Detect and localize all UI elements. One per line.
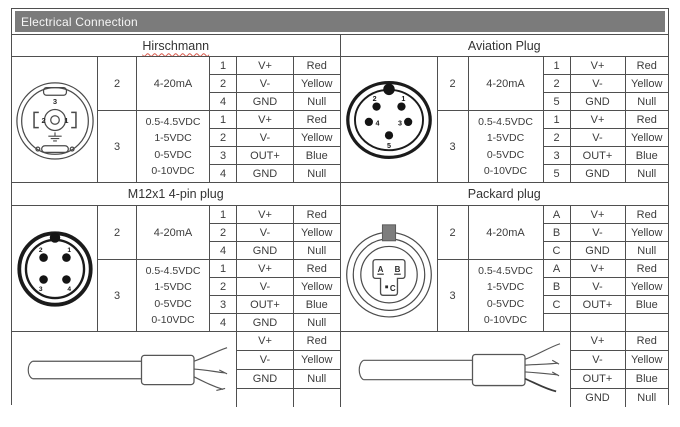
hirschmann-pin-2-label: 2: [40, 115, 46, 125]
function-cell: V+: [571, 260, 625, 277]
function-cell: GND: [571, 242, 625, 259]
function-cell: OUT+: [571, 147, 625, 164]
panel-title: Electrical Connection: [21, 14, 138, 29]
wire-color-cell: Yellow: [294, 75, 340, 92]
wire-color-cell: Yellow: [294, 129, 340, 146]
range-line: 0-5VDC: [154, 297, 192, 310]
pin-cell: 5: [544, 93, 570, 110]
wire-color-cell: Null: [294, 370, 340, 388]
function-cell: GND: [571, 389, 625, 407]
function-cell: V-: [237, 351, 293, 369]
wire-color-cell: Red: [294, 57, 340, 74]
wire-color-cell: Yellow: [626, 129, 669, 146]
range-cell: 4-20mA: [137, 206, 209, 259]
wire-color-cell: Red: [626, 260, 669, 277]
right-column: [341, 35, 669, 407]
pin-cell: 2: [210, 224, 236, 241]
section-title-aviation-text: Aviation Plug: [467, 38, 541, 53]
wire-color-cell: [626, 314, 669, 331]
range-line: 0-5VDC: [486, 148, 525, 161]
range-line: 0-10VDC: [483, 165, 528, 177]
wire-color-cell: Null: [294, 93, 340, 110]
range-line: 1-5VDC: [486, 132, 525, 144]
function-cell: V+: [237, 111, 293, 128]
function-cell: V-: [237, 278, 293, 295]
group-number-cell: 3: [438, 260, 468, 331]
range-line: 0.5-4.5VDC: [145, 264, 201, 277]
wire-color-cell: Red: [626, 57, 669, 74]
packard-pin-a-label: A: [377, 264, 383, 274]
range-line: 0-10VDC: [483, 314, 528, 326]
wire-color-cell: Yellow: [294, 278, 340, 295]
pin-cell: C: [544, 296, 570, 313]
section-title-aviation: [341, 35, 669, 56]
electrical-connection-panel: [11, 8, 669, 405]
pin-cell: 4: [210, 314, 236, 331]
range-line: 0-10VDC: [151, 165, 195, 177]
section-title-m12-text: M12x1 4-pin plug: [127, 187, 224, 201]
range-line: 0-5VDC: [154, 148, 192, 161]
function-cell: GND: [571, 165, 625, 182]
wire-color-cell: Yellow: [294, 224, 340, 241]
range-cell: [137, 111, 209, 182]
pin-cell: 5: [544, 165, 570, 182]
range-line: 0.5-4.5VDC: [478, 115, 533, 128]
cable-4-wire-drawing: [346, 335, 564, 405]
function-cell: V-: [237, 129, 293, 146]
pin-cell: A: [544, 206, 570, 223]
wire-color-cell: Blue: [626, 370, 669, 388]
wire-color-cell: Blue: [294, 296, 340, 313]
wire-color-cell: Blue: [626, 147, 669, 164]
function-cell: OUT+: [571, 370, 625, 388]
function-cell: V+: [571, 111, 625, 128]
wire-color-cell: Blue: [626, 296, 669, 313]
wire-color-cell: Red: [626, 111, 669, 128]
cable-3-wire-drawing: [15, 335, 233, 405]
aviation-pin-3-label: 3: [397, 118, 402, 127]
pin-cell: 4: [210, 93, 236, 110]
wire-color-cell: Yellow: [626, 75, 669, 92]
function-cell: GND: [571, 93, 625, 110]
hirschmann-pin-3-label: 3: [52, 96, 57, 106]
function-cell: GND: [237, 242, 293, 259]
aviation-plug-drawing: [343, 77, 435, 163]
m12-connector-icon: [12, 206, 97, 331]
function-cell: GND: [237, 93, 293, 110]
wire-color-cell: Red: [294, 260, 340, 277]
group-number-cell: 3: [98, 111, 136, 182]
wire-color-cell: Null: [626, 389, 669, 407]
pin-cell: B: [544, 224, 570, 241]
wire-color-cell: Null: [294, 314, 340, 331]
function-cell: V-: [571, 278, 625, 295]
pin-cell: 3: [210, 147, 236, 164]
group-number-cell: 2: [438, 57, 468, 110]
cable-3-wire-icon: [12, 332, 236, 407]
m12-pin-2-label: 2: [38, 246, 43, 254]
function-cell: V+: [237, 260, 293, 277]
panel-header: [15, 11, 665, 32]
group-number-cell: 2: [98, 57, 136, 110]
hirschmann-pin-1-label: 1: [63, 115, 69, 125]
pin-cell: 4: [210, 242, 236, 259]
function-cell: V-: [237, 224, 293, 241]
pin-cell: 1: [544, 111, 570, 128]
pin-cell: 1: [210, 57, 236, 74]
function-cell: OUT+: [237, 147, 293, 164]
function-cell: V-: [571, 351, 625, 369]
pin-cell: 1: [210, 206, 236, 223]
group-number-cell: 2: [438, 206, 468, 259]
pin-cell: 2: [544, 129, 570, 146]
function-cell: V+: [571, 57, 625, 74]
pin-cell: 2: [544, 75, 570, 92]
function-cell: V+: [571, 332, 625, 350]
aviation-pin-5-label: 5: [386, 141, 391, 150]
range-line: 0-10VDC: [151, 314, 195, 326]
pin-cell: A: [544, 260, 570, 277]
group-number-cell: 3: [98, 260, 136, 331]
section-title-m12: [12, 183, 340, 205]
function-cell: V-: [237, 75, 293, 92]
function-cell: GND: [237, 370, 293, 388]
function-cell: OUT+: [571, 296, 625, 313]
wire-color-cell: Blue: [294, 147, 340, 164]
wire-color-cell: Null: [626, 242, 669, 259]
aviation-pin-2-label: 2: [372, 94, 377, 103]
function-cell: [571, 314, 625, 331]
function-cell: V+: [571, 206, 625, 223]
pin-cell: 1: [210, 111, 236, 128]
packard-plug-icon: [341, 206, 437, 331]
range-cell: [469, 260, 543, 331]
wire-color-cell: Red: [626, 332, 669, 350]
range-cell: 4-20mA: [469, 57, 543, 110]
section-title-packard-text: Packard plug: [467, 187, 541, 201]
function-cell: OUT+: [237, 296, 293, 313]
function-cell: V+: [237, 206, 293, 223]
wire-color-cell: Red: [626, 206, 669, 223]
packard-pin-b-label: B: [394, 264, 400, 274]
hirschmann-connector-drawing: [15, 74, 95, 166]
range-cell: 4-20mA: [137, 57, 209, 110]
wire-color-cell: Null: [626, 93, 669, 110]
wire-color-cell: Null: [294, 165, 340, 182]
wire-color-cell: Yellow: [626, 224, 669, 241]
aviation-pin-4-label: 4: [375, 118, 379, 127]
packard-pin-c-label: C: [389, 283, 396, 293]
wire-color-cell: Yellow: [626, 351, 669, 369]
function-cell: [237, 389, 293, 407]
function-cell: V-: [571, 129, 625, 146]
pin-cell: 1: [210, 260, 236, 277]
range-cell: 4-20mA: [469, 206, 543, 259]
wire-color-cell: Null: [626, 165, 669, 182]
function-cell: V+: [237, 332, 293, 350]
hirschmann-connector-icon: [12, 57, 97, 182]
function-cell: V+: [237, 57, 293, 74]
function-cell: V-: [571, 224, 625, 241]
range-line: 1-5VDC: [154, 281, 192, 293]
wire-color-cell: Yellow: [294, 351, 340, 369]
m12-pin-3-label: 3: [38, 285, 43, 293]
section-title-packard: [341, 183, 669, 205]
pin-cell: B: [544, 278, 570, 295]
packard-plug-drawing: [342, 217, 436, 321]
range-line: 1-5VDC: [486, 281, 525, 293]
wire-color-cell: Red: [294, 111, 340, 128]
pin-cell: C: [544, 242, 570, 259]
pin-cell: [544, 314, 570, 331]
m12-pin-1-label: 1: [66, 246, 71, 254]
aviation-pin-1-label: 1: [400, 94, 405, 103]
function-cell: GND: [237, 165, 293, 182]
m12-pin-4-label: 4: [66, 285, 71, 293]
range-line: 0.5-4.5VDC: [145, 115, 201, 128]
group-number-cell: 3: [438, 111, 468, 182]
function-cell: GND: [237, 314, 293, 331]
wire-color-cell: Red: [294, 332, 340, 350]
function-cell: V-: [571, 75, 625, 92]
wire-color-cell: Null: [294, 242, 340, 259]
range-line: 0-5VDC: [486, 297, 525, 310]
pin-cell: 1: [544, 57, 570, 74]
wire-color-cell: Yellow: [626, 278, 669, 295]
section-title-hirschmann-text: Hirschmann: [142, 38, 210, 53]
pin-cell: 3: [210, 296, 236, 313]
m12-connector-drawing: [15, 226, 95, 312]
wire-color-cell: [294, 389, 340, 407]
pin-cell: 3: [544, 147, 570, 164]
pin-cell: 4: [210, 165, 236, 182]
pin-cell: 2: [210, 129, 236, 146]
group-number-cell: 2: [98, 206, 136, 259]
range-cell: [469, 111, 543, 182]
aviation-plug-icon: [341, 57, 437, 182]
left-column: [12, 35, 340, 407]
range-cell: [137, 260, 209, 331]
section-title-hirschmann: [12, 35, 340, 56]
range-line: 0.5-4.5VDC: [478, 264, 533, 277]
connection-tables: [12, 34, 668, 407]
pin-cell: 2: [210, 278, 236, 295]
pin-cell: 2: [210, 75, 236, 92]
cable-4-wire-icon: [341, 332, 570, 407]
range-line: 1-5VDC: [154, 132, 192, 144]
wire-color-cell: Red: [294, 206, 340, 223]
